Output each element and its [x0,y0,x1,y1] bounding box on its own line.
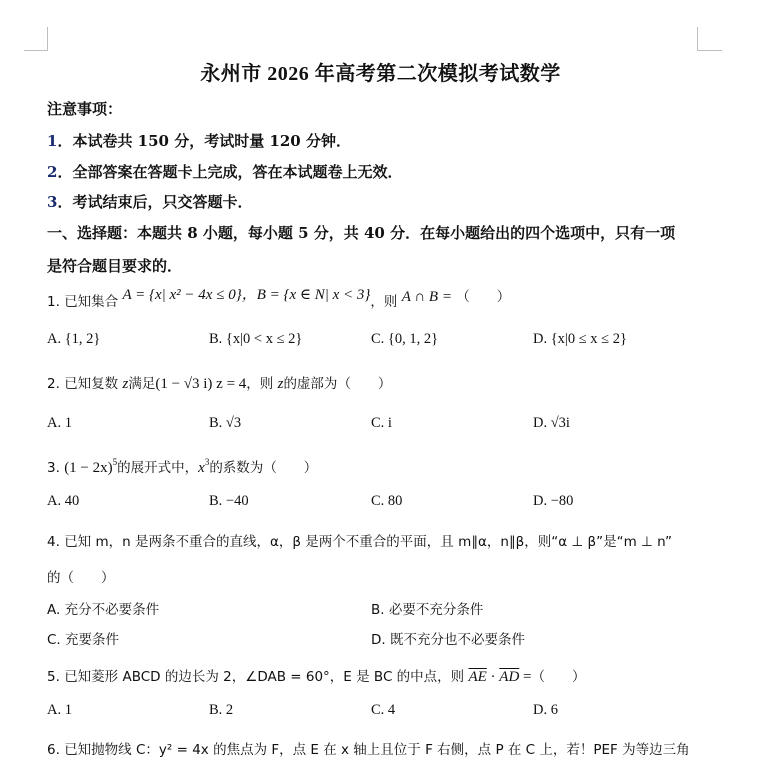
option-d: D. √3i [533,415,570,431]
option-a: A. 1 [47,415,72,431]
question-number: 5. [47,669,60,685]
note-text: ．考试结束后，只交答题卡． [57,193,253,211]
page-corner-mark-top-right [697,27,722,51]
document-title: 永州市 2026 年高考第二次模拟考试数学 [200,63,561,85]
option-c: C. 4 [371,702,396,718]
option-b: B. 必要不充分条件 [371,602,484,618]
option-d: D. {x|0 ≤ x ≤ 2} [533,331,627,347]
question-text: 已知复数 [64,376,119,392]
note-text: ．本试卷共 150 分，考试时量 120 分钟． [57,132,351,150]
option-c: C. 充要条件 [47,632,120,648]
option-b: B. {x|0 < x ≤ 2} [209,331,303,347]
math-expression: A ∩ B = [401,289,452,305]
note-item [47,161,402,182]
question-text: 已知菱形 ABCD 的边长为 2，∠DAB = 60°，E 是 BC 的中点，则 [64,669,465,685]
option-a: A. {1, 2} [47,331,101,347]
option-b: B. −40 [209,493,249,509]
note-text: ．全部答案在答题卡上完成，答在本试题卷上无效． [57,163,403,181]
question-text: ，则 [370,294,398,310]
question-number: 2. [47,376,60,392]
answer-blank: （ ） [337,376,392,392]
math-expression: $(1 - 2x)^5$ [64,457,118,476]
question-text: 已知集合 [64,294,119,310]
note-number: 1 [47,132,58,150]
note-item [47,130,351,151]
question-text: 满足 [128,376,156,392]
math-variable: z [277,376,284,392]
option-a: A. 40 [47,493,80,509]
option-a: A. 充分不必要条件 [47,602,160,618]
note-number: 3 [47,193,58,211]
vector-ad: $\overline{AD}$ [499,669,520,685]
math-expression: (1 − √3 i) z = 4 [155,376,247,392]
question-text: 已知 m，n 是两条不重合的直线，α，β 是两个不重合的平面，且 m∥α，n∥β，则“α ⊥ β”是“m ⊥ n” [64,534,672,550]
question-text: 的系数为 [209,460,264,476]
question-number: 6. [47,742,60,758]
question-5-stem [47,665,586,686]
math-expression: A = {x| x² − 4x ≤ 0}，B = {x ∈ N| x < 3} [122,287,371,303]
notes-heading: 注意事项： [47,100,123,118]
question-4-stem-continued: 的（ ） [47,570,115,586]
question-3-stem [47,456,317,477]
question-1-stem [47,287,511,311]
question-number: 3. [47,460,60,476]
question-text: 的展开式中， [117,460,199,476]
option-c: C. i [371,415,392,431]
question-6-stem [47,738,690,758]
option-c: C. {0, 1, 2} [371,331,439,347]
question-number: 4. [47,534,60,550]
equals-sign: = [519,669,532,685]
note-item [47,191,252,212]
option-b: B. √3 [209,415,242,431]
option-c: C. 80 [371,493,403,509]
question-2-stem [47,372,391,393]
note-number: 2 [47,163,58,181]
page-corner-mark-top-left [24,27,48,51]
question-text: 的虚部为 [283,376,338,392]
section-heading-line-1: 一、选择题：本题共 8 小题，每小题 5 分，共 40 分．在每小题给出的四个选项中，只有一项 [47,224,676,242]
answer-blank: （ ） [456,289,511,305]
question-text: 已知抛物线 C：y² = 4x 的焦点为 F，点 E 在 x 轴上且位于 F 右侧，点 P 在 C 上，若！PEF 为等边三角 [64,742,690,758]
option-d: D. 6 [533,702,558,718]
question-text: ，则 [246,376,274,392]
math-variable: z [122,376,129,392]
answer-blank: （ ） [531,669,586,685]
option-a: A. 1 [47,702,72,718]
vector-ae: $\overline{AE}$ [468,669,487,685]
section-heading-line-2: 是符合题目要求的． [47,257,183,275]
option-b: B. 2 [209,702,234,718]
answer-blank: （ ） [263,460,318,476]
math-expression: $x^3$ [198,457,210,476]
option-d: D. 既不充分也不必要条件 [371,632,525,648]
question-4-stem [47,530,672,550]
question-number: 1. [47,294,60,310]
option-d: D. −80 [533,493,574,509]
dot-operator: · [486,669,500,685]
